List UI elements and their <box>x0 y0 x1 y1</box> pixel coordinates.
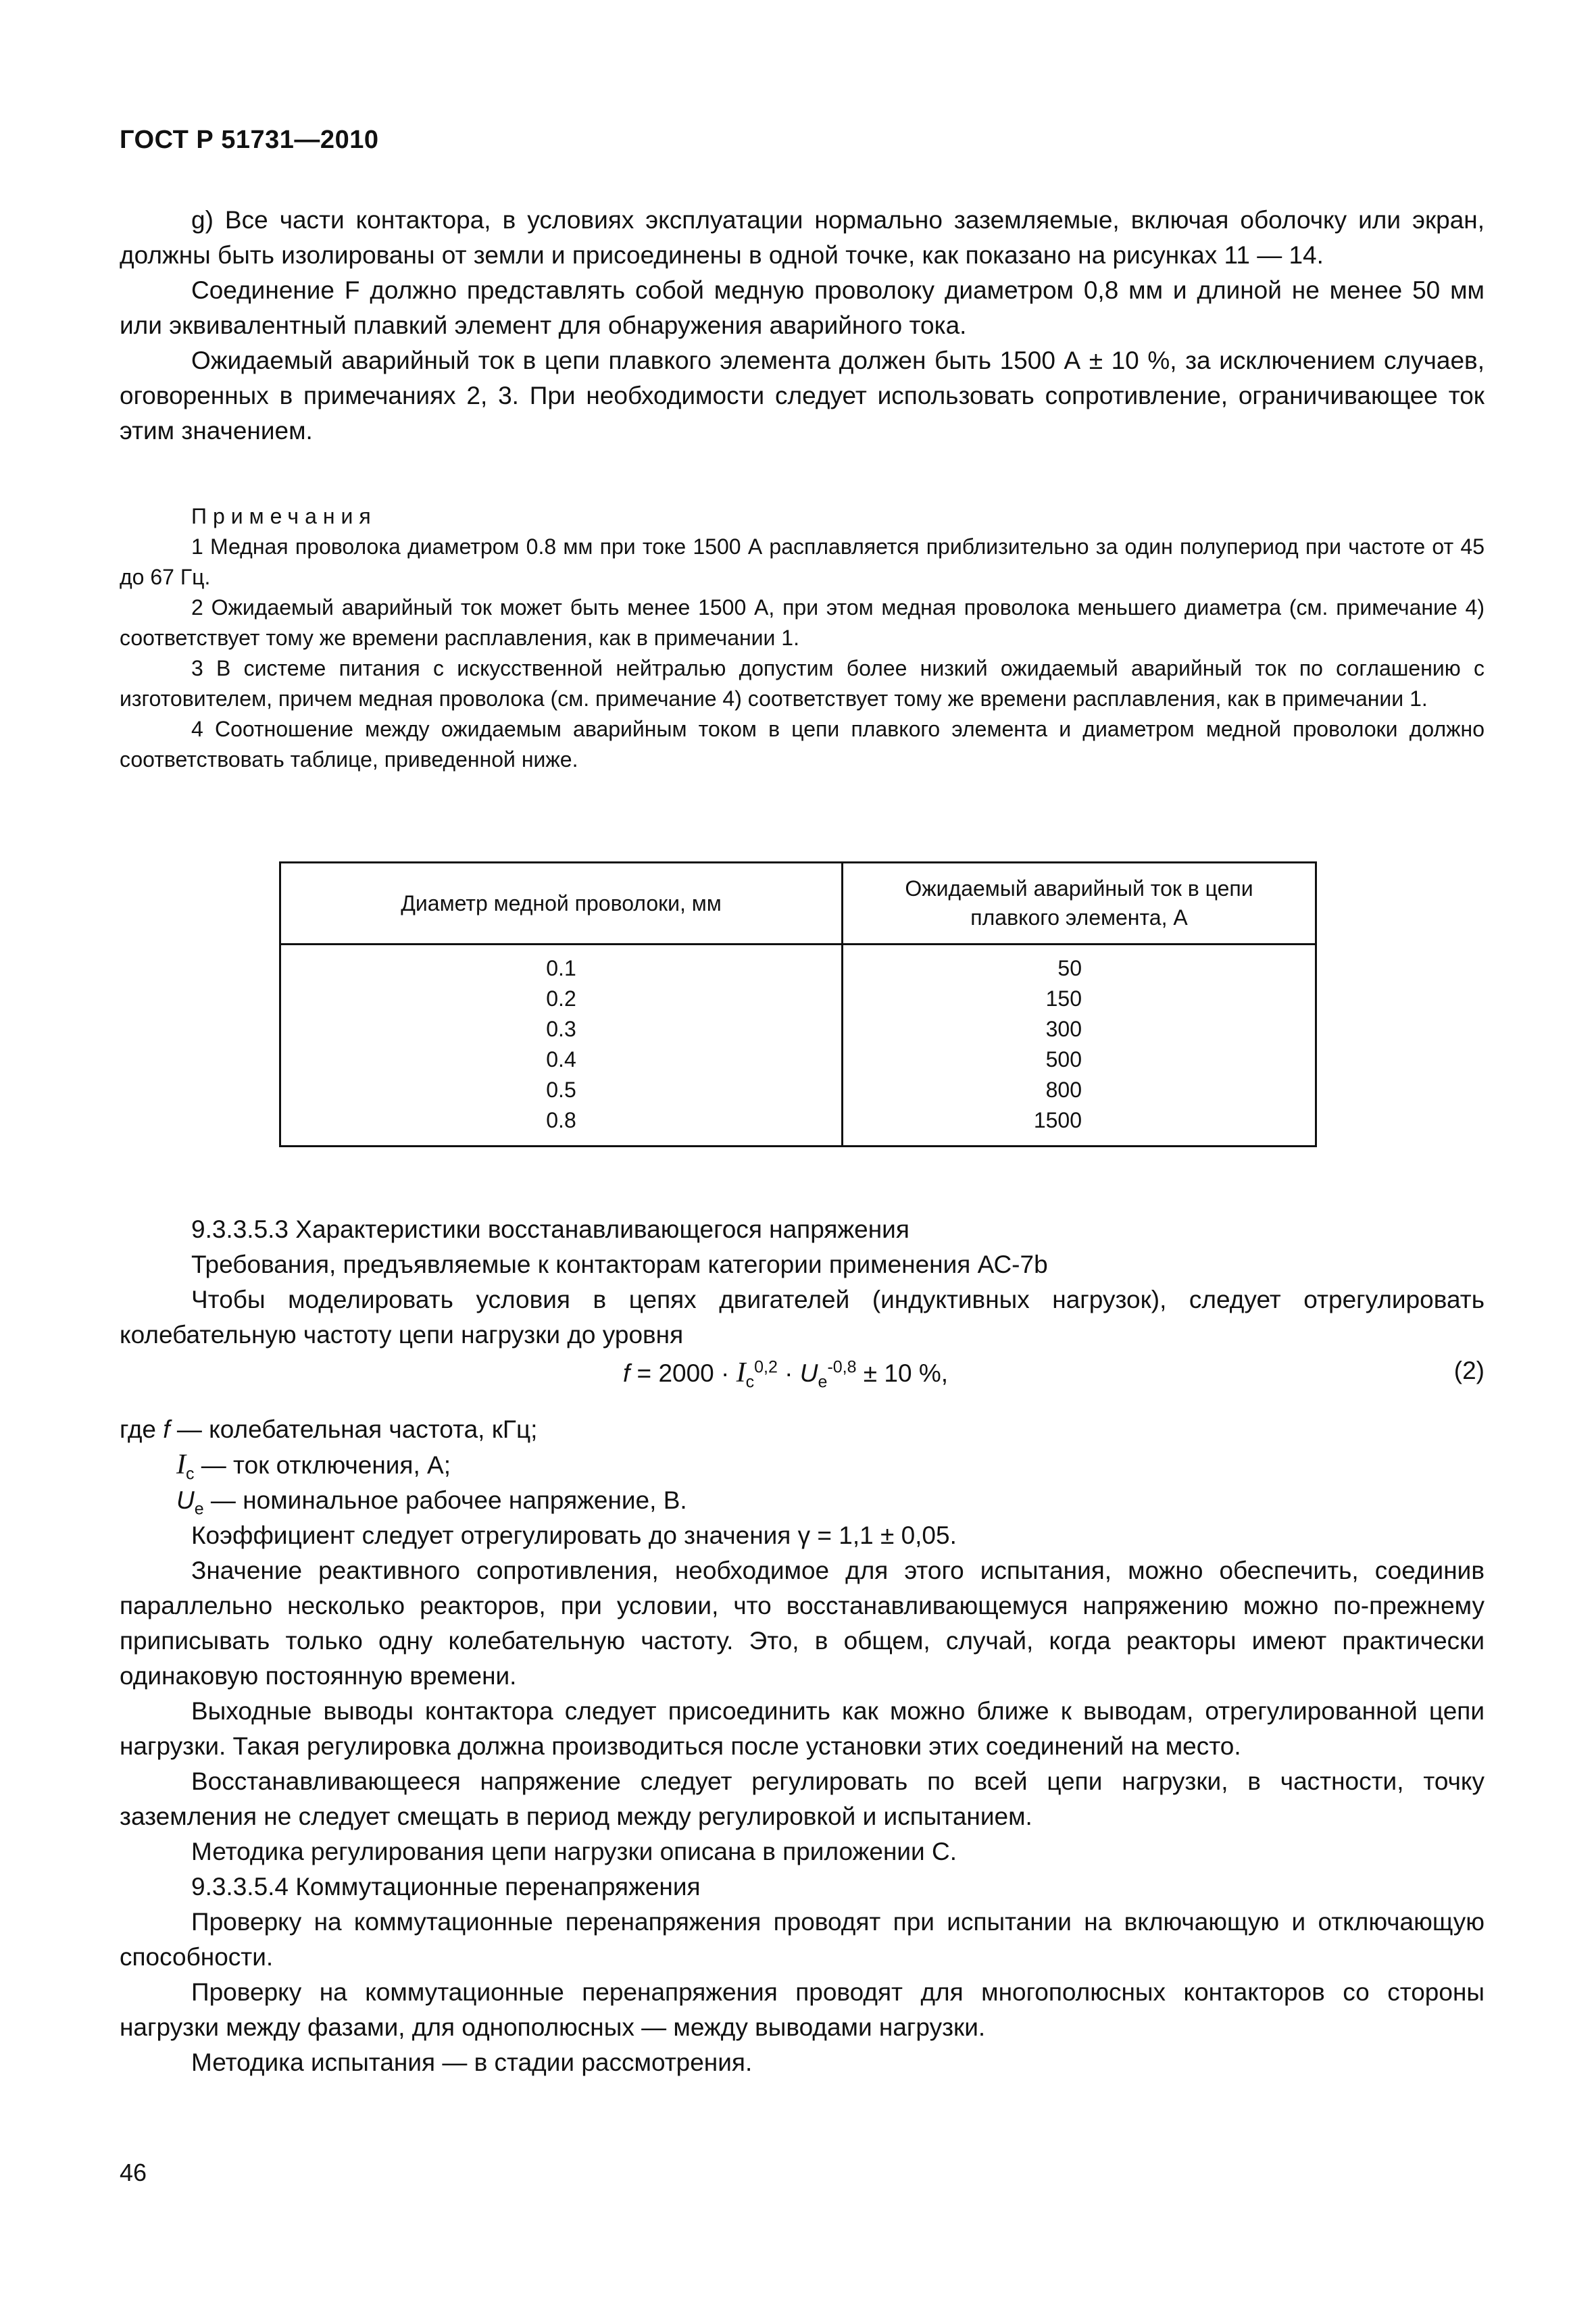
note-item: 1 Медная проволока диаметром 0.8 мм при токе 1500 А расплавляется приблизительно за один полупериод при частоте от 45 до 67 Гц. <box>120 534 1485 589</box>
paragraph-overvoltage-check: Проверку на коммутационные перенапряжения проводят при испытании на включающую и отключающую способности. <box>120 1908 1485 1971</box>
formula-number: (2) <box>1453 1357 1485 1384</box>
table-row <box>280 945 1316 1147</box>
def-f-symbol: f <box>163 1415 170 1443</box>
diameter-value: 0.1 <box>546 956 576 980</box>
note-item: 2 Ожидаемый аварийный ток может быть менее 1500 А, при этом медная проволока меньшего диаметра (см. примечание 4) соответствует тому же времени расплавления, как в примечании 1. <box>120 595 1485 650</box>
def-f-text: — колебательная частота, кГц; <box>170 1415 538 1443</box>
table-header-current: Ожидаемый аварийный ток в цепи плавкого элемента, А <box>843 863 1316 945</box>
formula-f-symbol: f <box>623 1359 630 1387</box>
def-ic-text: — ток отключения, А; <box>194 1451 451 1479</box>
formula-tolerance: ± 10 %, <box>856 1359 949 1387</box>
paragraph-recovery-voltage: Восстанавливающееся напряжение следует регулировать по всей цепи нагрузки, в частности, точку заземления не следует смещать в период между регулировкой и испытанием. <box>120 1767 1485 1830</box>
paragraph-oscillation: Чтобы моделировать условия в цепях двигателей (индуктивных нагрузок), следует отрегулировать колебательную частоту цепи нагрузки до уровня <box>120 1286 1485 1349</box>
formula-ue-exponent: -0,8 <box>827 1357 857 1377</box>
formula-equals: = 2000 · <box>630 1359 737 1387</box>
current-value: 500 <box>1045 1047 1082 1072</box>
diameter-value: 0.2 <box>546 986 576 1011</box>
wire-diameter-table <box>279 861 1317 1147</box>
formula-dot: · <box>777 1359 800 1387</box>
paragraph-coefficient: Коэффициент следует отрегулировать до значения γ = 1,1 ± 0,05. <box>191 1521 957 1549</box>
definition-ue <box>120 1483 1485 1518</box>
table-header-row <box>280 863 1316 945</box>
current-value: 800 <box>1045 1078 1082 1102</box>
notes-section <box>120 501 1485 775</box>
note-item: 3 В системе питания с искусственной нейтралью допустим более низкий ожидаемый аварийный ток по соглашению с изготовителем, причем медная проволока (см. примечание 4) соответствует тому же времени расплавления, как в примечании 1. <box>120 656 1485 711</box>
table-cell-diameters <box>280 945 843 1147</box>
def-ue-symbol: U <box>176 1486 195 1514</box>
paragraph-fault-current: Ожидаемый аварийный ток в цепи плавкого элемента должен быть 1500 А ± 10 %, за исключением случаев, оговоренных в примечаниях 2, 3. При необходимости следует использовать сопротивление, ограничивающее ток этим значением. <box>120 347 1485 445</box>
paragraph-test-method: Методика испытания — в стадии рассмотрения. <box>191 2048 753 2076</box>
formula-ue-symbol: U <box>799 1359 818 1387</box>
formula-expression <box>623 1357 949 1392</box>
formula-ic-subscript: c <box>745 1372 755 1392</box>
def-ue-subscript: e <box>194 1499 204 1519</box>
paragraph-multipole: Проверку на коммутационные перенапряжения проводят для многополюсных контакторов со стороны нагрузки между фазами, для однополюсных — между выводами нагрузки. <box>120 1978 1485 2041</box>
paragraph-connection-f: Соединение F должно представлять собой медную проволоку диаметром 0,8 мм и длиной не менее 50 мм или эквивалентный плавкий элемент для обнаружения аварийного тока. <box>120 276 1485 339</box>
notes-title: Примечания <box>191 504 377 528</box>
current-value: 1500 <box>1033 1108 1082 1132</box>
formula-ic-symbol: I <box>736 1357 746 1388</box>
def-ic-subscript: c <box>186 1464 195 1484</box>
current-value: 300 <box>1045 1017 1082 1041</box>
document-header: ГОСТ Р 51731—2010 <box>120 126 379 154</box>
paragraph-output-terminals: Выходные выводы контактора следует присоединить как можно ближе к выводам, отрегулированной цепи нагрузки. Такая регулировка должна производиться после установки этих соединений на место. <box>120 1697 1485 1760</box>
current-value: 150 <box>1045 986 1082 1011</box>
where-label: где <box>120 1415 164 1443</box>
definition-ic <box>120 1447 1485 1483</box>
diameter-value: 0.8 <box>546 1108 576 1132</box>
definitions-section <box>120 1412 1485 2080</box>
definition-f <box>120 1412 1485 1447</box>
section-heading-9-3-3-5-4: 9.3.3.5.4 Коммутационные перенапряжения <box>191 1873 701 1901</box>
paragraph-g: g) Все части контактора, в условиях эксплуатации нормально заземляемые, включая оболочку или экран, должны быть изолированы от земли и присоединены в одной точке, как показано на рисунках 11 — 14. <box>120 206 1485 269</box>
def-ic-symbol: I <box>176 1449 186 1480</box>
section-heading: 9.3.3.5.3 Характеристики восстанавливающегося напряжения <box>191 1215 909 1243</box>
formula-2 <box>120 1357 1485 1397</box>
formula-ue-subscript: e <box>818 1372 828 1392</box>
paragraph-requirements: Требования, предъявляемые к контакторам категории применения АС-7b <box>191 1251 1048 1278</box>
intro-section <box>120 203 1485 449</box>
table-cell-currents <box>843 945 1316 1147</box>
page-number: 46 <box>120 2159 147 2186</box>
def-ue-text: — номинальное рабочее напряжение, В. <box>203 1486 687 1514</box>
document-page <box>120 0 1485 2314</box>
paragraph-reactance: Значение реактивного сопротивления, необходимое для этого испытания, можно обеспечить, соединив параллельно несколько реакторов, при условии, что восстанавливающемуся напряжению можно по-прежнему приписывать только одну колебательную частоту. Это, в общем, случай, когда реакторы имеют практически одинаковую постоянную времени. <box>120 1557 1485 1690</box>
table-header-diameter: Диаметр медной проволоки, мм <box>280 863 843 945</box>
section-9-3-3-5-3 <box>120 1212 1485 1353</box>
diameter-value: 0.5 <box>546 1078 576 1102</box>
diameter-value: 0.4 <box>546 1047 576 1072</box>
formula-ic-exponent: 0,2 <box>754 1357 778 1377</box>
current-value: 50 <box>1057 956 1082 980</box>
paragraph-method-annex: Методика регулирования цепи нагрузки описана в приложении С. <box>191 1838 957 1865</box>
note-item: 4 Соотношение между ожидаемым аварийным током в цепи плавкого элемента и диаметром медной проволоки должно соответствовать таблице, приведенной ниже. <box>120 717 1485 772</box>
diameter-value: 0.3 <box>546 1017 576 1041</box>
